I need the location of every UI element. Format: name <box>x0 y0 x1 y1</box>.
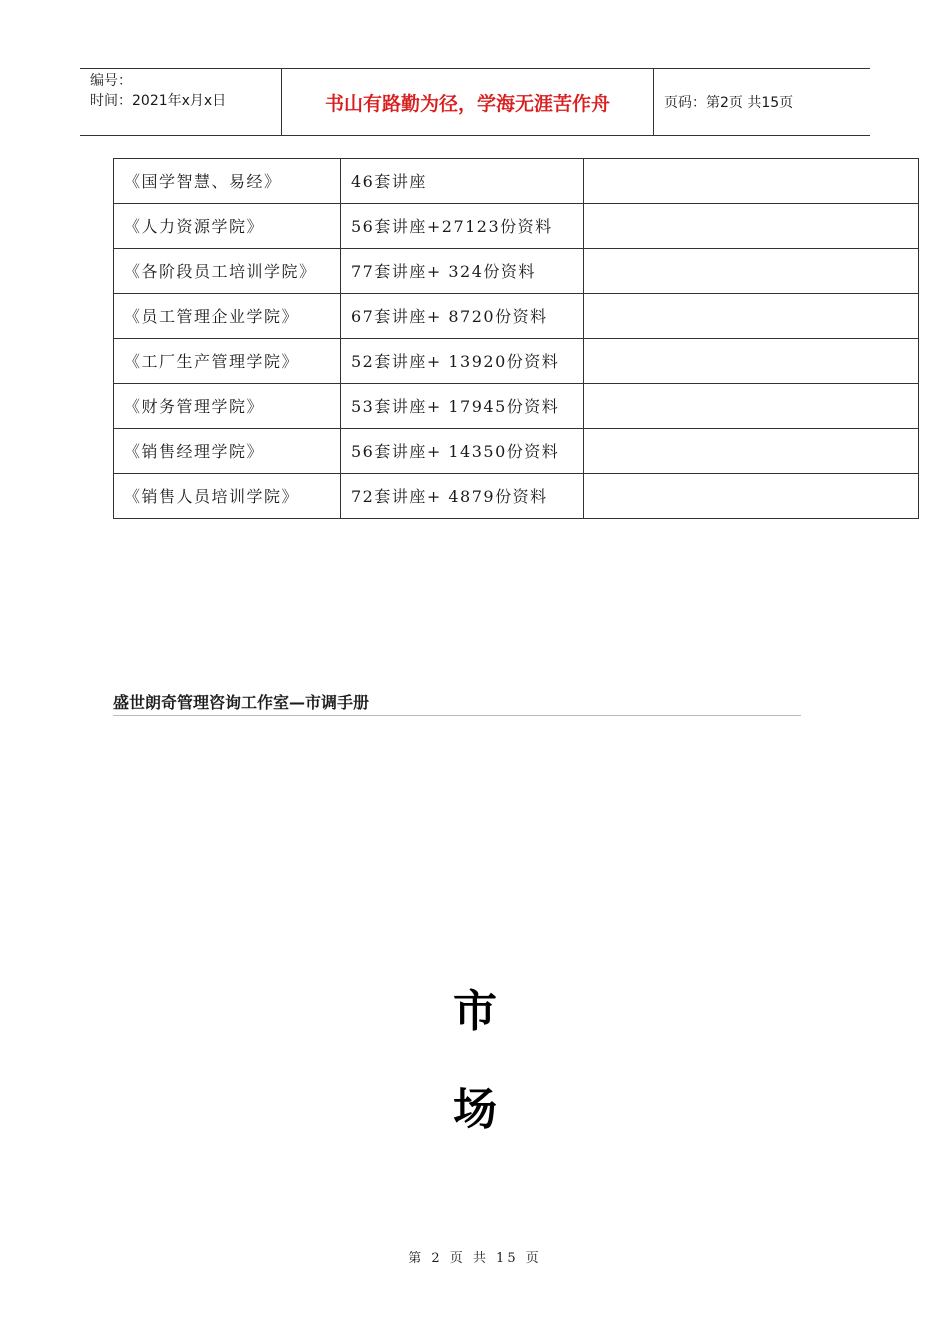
course-note-cell <box>584 204 919 249</box>
course-content-cell: 46套讲座 <box>341 159 584 204</box>
page-footer: 第 2 页 共 15 页 <box>408 1251 542 1266</box>
course-content-cell: 77套讲座+ 324份资料 <box>341 249 584 294</box>
course-content-cell: 53套讲座+ 17945份资料 <box>341 384 584 429</box>
course-note-cell <box>584 474 919 519</box>
header-number-label: 编号： <box>90 73 132 89</box>
table-row <box>114 474 919 519</box>
course-note-cell <box>584 159 919 204</box>
course-name-cell: 《销售人员培训学院》 <box>114 474 341 519</box>
course-name-cell: 《销售经理学院》 <box>114 429 341 474</box>
header-time-label: 时间：2021年x月x日 <box>90 93 227 109</box>
course-name-cell: 《财务管理学院》 <box>114 384 341 429</box>
big-title-char-1: 市 <box>453 986 497 1037</box>
course-note-cell <box>584 249 919 294</box>
course-name-cell: 《国学智慧、易经》 <box>114 159 341 204</box>
course-note-cell <box>584 429 919 474</box>
course-content-cell: 56套讲座+ 14350份资料 <box>341 429 584 474</box>
table-row <box>114 249 919 294</box>
course-note-cell <box>584 294 919 339</box>
table-row <box>114 204 919 249</box>
course-content-cell: 67套讲座+ 8720份资料 <box>341 294 584 339</box>
course-name-cell: 《工厂生产管理学院》 <box>114 339 341 384</box>
header-meta <box>80 69 282 135</box>
table-row <box>114 294 919 339</box>
table-row <box>114 429 919 474</box>
table-row <box>114 384 919 429</box>
course-content-cell: 52套讲座+ 13920份资料 <box>341 339 584 384</box>
page-header <box>80 68 870 136</box>
course-note-cell <box>584 384 919 429</box>
section-title: 盛世朗奇管理咨询工作室—市调手册 <box>113 690 801 716</box>
big-title-char-2: 场 <box>453 1084 497 1135</box>
table-row <box>114 159 919 204</box>
course-note-cell <box>584 339 919 384</box>
table-row <box>114 339 919 384</box>
header-page-info: 页码：第2页 共15页 <box>664 95 794 111</box>
course-name-cell: 《人力资源学院》 <box>114 204 341 249</box>
course-name-cell: 《各阶段员工培训学院》 <box>114 249 341 294</box>
course-content-cell: 56套讲座+27123份资料 <box>341 204 584 249</box>
header-motto: 书山有路勤为径，学海无涯苦作舟 <box>282 69 654 135</box>
course-content-cell: 72套讲座+ 4879份资料 <box>341 474 584 519</box>
course-table <box>113 158 919 519</box>
course-name-cell: 《员工管理企业学院》 <box>114 294 341 339</box>
